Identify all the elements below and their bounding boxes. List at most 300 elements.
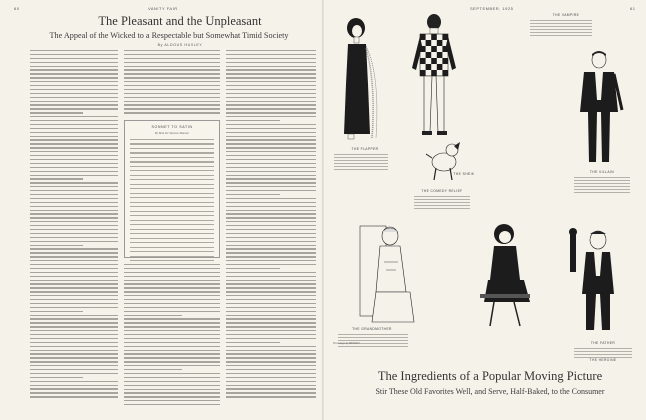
text-line (30, 373, 118, 374)
text-line (130, 238, 214, 239)
text-line (30, 346, 118, 347)
text-line (130, 242, 214, 243)
text-line (226, 175, 316, 176)
text-line (226, 241, 316, 242)
sonnet-box (124, 120, 220, 258)
text-line (226, 132, 316, 133)
text-line (30, 276, 118, 277)
text-line (530, 29, 592, 30)
caption-comedy (414, 196, 470, 211)
text-line (124, 338, 220, 339)
text-line (30, 210, 118, 211)
text-line (130, 152, 214, 153)
article-byline: By ALDOUS HUXLEY (157, 43, 203, 47)
label-sheik: THE SHEIK (453, 172, 475, 176)
label-flapper: THE FLAPPER (351, 147, 379, 151)
text-line (226, 116, 316, 117)
text-line (124, 299, 220, 300)
text-line (30, 260, 118, 261)
text-line (30, 97, 118, 98)
text-line (124, 357, 220, 358)
text-line (226, 85, 316, 86)
text-line (124, 330, 220, 331)
text-line (30, 147, 118, 148)
text-line (30, 77, 118, 78)
text-line (124, 311, 220, 312)
text-line (30, 182, 118, 183)
right-date: SEPTEMBER, 1925 (470, 6, 514, 11)
text-line (30, 120, 118, 121)
text-line (226, 392, 316, 393)
text-line (226, 307, 316, 308)
text-line (124, 272, 220, 273)
text-line (124, 283, 220, 284)
text-line (124, 303, 220, 304)
text-line (226, 373, 316, 374)
text-column-1 (30, 50, 118, 410)
text-line (30, 303, 118, 304)
text-line (130, 251, 214, 252)
page-gutter (322, 0, 324, 420)
text-line (124, 77, 220, 78)
text-line (30, 167, 118, 168)
text-line (30, 202, 118, 203)
text-line (30, 342, 118, 343)
text-line (226, 377, 316, 378)
text-line (226, 194, 280, 195)
text-line (30, 295, 118, 296)
label-comedy: THE COMEDY RELIEF (421, 189, 463, 193)
text-line (226, 346, 316, 347)
text-line (226, 342, 280, 343)
text-line (226, 260, 316, 261)
text-line (226, 54, 316, 55)
text-line (124, 322, 220, 323)
text-line (574, 192, 630, 193)
text-line (334, 169, 388, 170)
label-father: THE FATHER (590, 341, 616, 345)
text-line (30, 322, 118, 323)
text-line (124, 392, 220, 393)
father-illustration (566, 226, 624, 336)
text-line (226, 151, 316, 152)
text-line (226, 287, 316, 288)
text-line (226, 77, 316, 78)
text-line (30, 369, 118, 370)
text-line (30, 155, 118, 156)
text-line (226, 353, 316, 354)
text-line (226, 112, 316, 113)
text-line (226, 311, 316, 312)
text-line (226, 268, 280, 269)
text-line (226, 50, 316, 51)
text-line (30, 330, 118, 331)
caption-flapper (334, 154, 388, 172)
text-line (30, 365, 118, 366)
text-line (124, 396, 220, 397)
text-line (530, 20, 592, 21)
text-line (226, 291, 316, 292)
text-line (226, 381, 316, 382)
text-line (124, 361, 220, 362)
text-line (226, 303, 316, 304)
text-line (30, 178, 83, 179)
text-line (130, 215, 214, 216)
text-line (414, 202, 470, 203)
text-line (30, 350, 118, 351)
text-line (30, 229, 118, 230)
text-line (30, 264, 118, 265)
text-line (30, 353, 118, 354)
text-line (30, 291, 118, 292)
text-line (226, 58, 316, 59)
text-line (30, 171, 118, 172)
text-line (226, 210, 316, 211)
text-line (226, 139, 316, 140)
text-line (226, 330, 316, 331)
text-line (30, 58, 118, 59)
text-line (226, 213, 316, 214)
text-line (130, 202, 214, 203)
text-line (30, 50, 118, 51)
text-line (226, 178, 316, 179)
text-line (30, 252, 118, 253)
label-villain: THE VILLAIN (589, 170, 615, 174)
text-line (124, 112, 220, 113)
text-line (574, 183, 630, 184)
text-line (30, 73, 118, 74)
text-line (124, 342, 220, 343)
text-line (414, 199, 470, 200)
text-line (226, 69, 316, 70)
text-line (124, 73, 220, 74)
text-line (30, 104, 118, 105)
text-line (130, 188, 214, 189)
text-line (226, 334, 316, 335)
text-line (30, 116, 118, 117)
text-line (30, 217, 118, 218)
text-line (226, 322, 316, 323)
text-line (130, 148, 214, 149)
text-line (124, 58, 220, 59)
grandmother-illustration (356, 222, 426, 326)
text-line (124, 373, 220, 374)
text-line (226, 396, 316, 397)
text-line (226, 120, 280, 121)
villain-illustration (574, 50, 624, 168)
text-line (130, 139, 214, 140)
text-line (30, 54, 118, 55)
text-line (130, 161, 214, 162)
text-line (226, 186, 316, 187)
text-line (226, 124, 316, 125)
label-vamp: THE VAMPIRE (552, 13, 580, 17)
text-line (338, 346, 408, 347)
text-line (130, 184, 214, 185)
text-line (30, 245, 83, 246)
text-line (124, 287, 220, 288)
text-line (30, 268, 118, 269)
text-line (124, 280, 220, 281)
text-line (30, 338, 118, 339)
text-line (226, 221, 316, 222)
text-line (530, 26, 592, 27)
text-line (30, 81, 118, 82)
left-running-head: VANITY FAIR (148, 6, 178, 11)
text-line (30, 225, 118, 226)
text-line (226, 252, 316, 253)
text-line (130, 166, 214, 167)
text-line (30, 248, 118, 249)
text-line (30, 237, 118, 238)
text-line (130, 197, 214, 198)
text-line (30, 66, 118, 67)
text-line (130, 157, 214, 158)
text-line (226, 167, 316, 168)
text-line (30, 307, 118, 308)
text-line (226, 217, 316, 218)
text-line (226, 190, 316, 191)
text-line (30, 381, 118, 382)
text-line (124, 62, 220, 63)
text-line (226, 245, 316, 246)
text-line (130, 211, 214, 212)
text-line (124, 385, 220, 386)
text-line (124, 381, 220, 382)
text-line (226, 101, 316, 102)
right-article-title: The Ingredients of a Popular Moving Picture (377, 369, 603, 383)
text-line (226, 202, 316, 203)
text-line (30, 396, 118, 397)
dog-illustration (422, 140, 462, 190)
text-line (124, 97, 220, 98)
text-line (124, 365, 220, 366)
text-line (124, 85, 220, 86)
text-line (30, 256, 118, 257)
text-line (334, 154, 388, 155)
text-line (226, 171, 316, 172)
text-line (226, 248, 316, 249)
text-line (30, 186, 118, 187)
text-line (226, 369, 316, 370)
text-line (226, 198, 316, 199)
text-line (226, 159, 316, 160)
text-line (130, 170, 214, 171)
text-line (30, 299, 118, 300)
text-line (30, 139, 118, 140)
text-line (124, 54, 220, 55)
sonnet-title: SONNET TO SATIN (151, 125, 193, 129)
text-line (414, 208, 470, 209)
text-line (226, 272, 316, 273)
text-line (226, 128, 316, 129)
text-line (574, 186, 630, 187)
text-line (226, 388, 316, 389)
text-line (30, 318, 118, 319)
illustration-credit: Drawings by BENITO (333, 341, 360, 345)
text-line (30, 62, 118, 63)
text-line (124, 89, 220, 90)
text-line (226, 276, 316, 277)
text-line (226, 155, 316, 156)
text-line (226, 315, 316, 316)
text-line (574, 354, 632, 355)
text-line (226, 97, 316, 98)
text-line (226, 108, 316, 109)
text-line (226, 233, 316, 234)
text-line (124, 353, 220, 354)
text-line (130, 206, 214, 207)
text-line (30, 280, 118, 281)
text-line (226, 81, 316, 82)
text-line (30, 326, 118, 327)
text-line (226, 182, 316, 183)
text-line (226, 66, 316, 67)
right-folio: 61 (630, 6, 636, 11)
text-line (30, 213, 118, 214)
text-line (30, 221, 118, 222)
text-line (30, 198, 118, 199)
text-line (30, 93, 118, 94)
text-line (226, 361, 316, 362)
text-line (30, 112, 83, 113)
text-line (226, 225, 316, 226)
text-line (530, 35, 592, 36)
text-line (574, 351, 632, 352)
text-line (530, 23, 592, 24)
label-grandmother: THE GRANDMOTHER (352, 327, 392, 331)
heroine-illustration (474, 222, 536, 330)
caption-vamp (530, 20, 592, 38)
text-line (130, 260, 214, 261)
text-line (334, 157, 388, 158)
sonnet-author: By Bela De Vanesse Mannar (154, 131, 190, 135)
left-folio: 60 (14, 6, 20, 11)
text-line (574, 180, 630, 181)
text-line (124, 318, 220, 319)
text-line (124, 389, 220, 390)
text-line (226, 136, 316, 137)
text-line (124, 346, 220, 347)
text-line (226, 147, 316, 148)
text-line (30, 377, 83, 378)
text-line (124, 307, 220, 308)
text-line (226, 318, 316, 319)
text-line (124, 81, 220, 82)
text-line (124, 69, 220, 70)
text-line (574, 348, 632, 349)
text-line (30, 392, 118, 393)
text-line (124, 291, 220, 292)
right-article-subtitle: Stir These Old Favorites Well, and Serve, Half-Baked, to the Consumer (375, 387, 605, 396)
text-line (30, 385, 118, 386)
text-line (226, 89, 316, 90)
text-line (30, 334, 118, 335)
text-line (226, 283, 316, 284)
left-article-title: The Pleasant and the Unpleasant (98, 14, 262, 28)
text-line (130, 256, 214, 257)
text-line (124, 404, 220, 405)
text-line (124, 334, 220, 335)
text-line (414, 205, 470, 206)
text-line (30, 136, 118, 137)
text-line (130, 179, 214, 180)
text-line (130, 247, 214, 248)
text-line (30, 132, 118, 133)
text-line (30, 89, 118, 90)
text-line (30, 311, 83, 312)
sheik-illustration (408, 10, 460, 140)
text-line (124, 93, 220, 94)
text-line (574, 189, 630, 190)
text-column-2-lower (124, 264, 220, 410)
text-line (124, 315, 182, 316)
text-line (124, 369, 182, 370)
text-line (124, 50, 220, 51)
text-line (30, 206, 118, 207)
text-line (226, 357, 316, 358)
text-line (124, 264, 220, 265)
label-heroine: THE HEROINE (589, 358, 617, 362)
text-line (130, 224, 214, 225)
text-line (226, 295, 316, 296)
text-line (30, 361, 118, 362)
text-line (30, 190, 118, 191)
text-line (226, 62, 316, 63)
text-line (226, 104, 316, 105)
text-line (124, 108, 220, 109)
text-line (226, 385, 316, 386)
text-line (530, 32, 592, 33)
text-line (130, 229, 214, 230)
text-line (124, 295, 220, 296)
text-line (30, 388, 118, 389)
text-line (30, 283, 118, 284)
text-line (130, 193, 214, 194)
text-line (124, 66, 220, 67)
text-line (338, 334, 408, 335)
text-line (226, 264, 316, 265)
caption-villain (574, 177, 630, 195)
text-line (226, 237, 316, 238)
text-line (334, 163, 388, 164)
text-line (124, 377, 220, 378)
text-line (30, 241, 118, 242)
text-column-2-upper (124, 50, 220, 116)
text-line (226, 206, 316, 207)
text-line (130, 233, 214, 234)
text-line (226, 350, 316, 351)
text-line (30, 101, 118, 102)
text-line (30, 85, 118, 86)
text-line (30, 143, 118, 144)
text-line (30, 272, 118, 273)
text-line (414, 196, 470, 197)
text-line (124, 268, 220, 269)
text-line (334, 166, 388, 167)
text-line (124, 350, 220, 351)
text-line (30, 194, 118, 195)
text-line (30, 175, 118, 176)
text-line (30, 159, 118, 160)
text-line (130, 143, 214, 144)
text-line (30, 315, 118, 316)
text-line (574, 177, 630, 178)
text-line (338, 337, 408, 338)
text-line (124, 326, 220, 327)
text-line (226, 143, 316, 144)
text-line (30, 151, 118, 152)
